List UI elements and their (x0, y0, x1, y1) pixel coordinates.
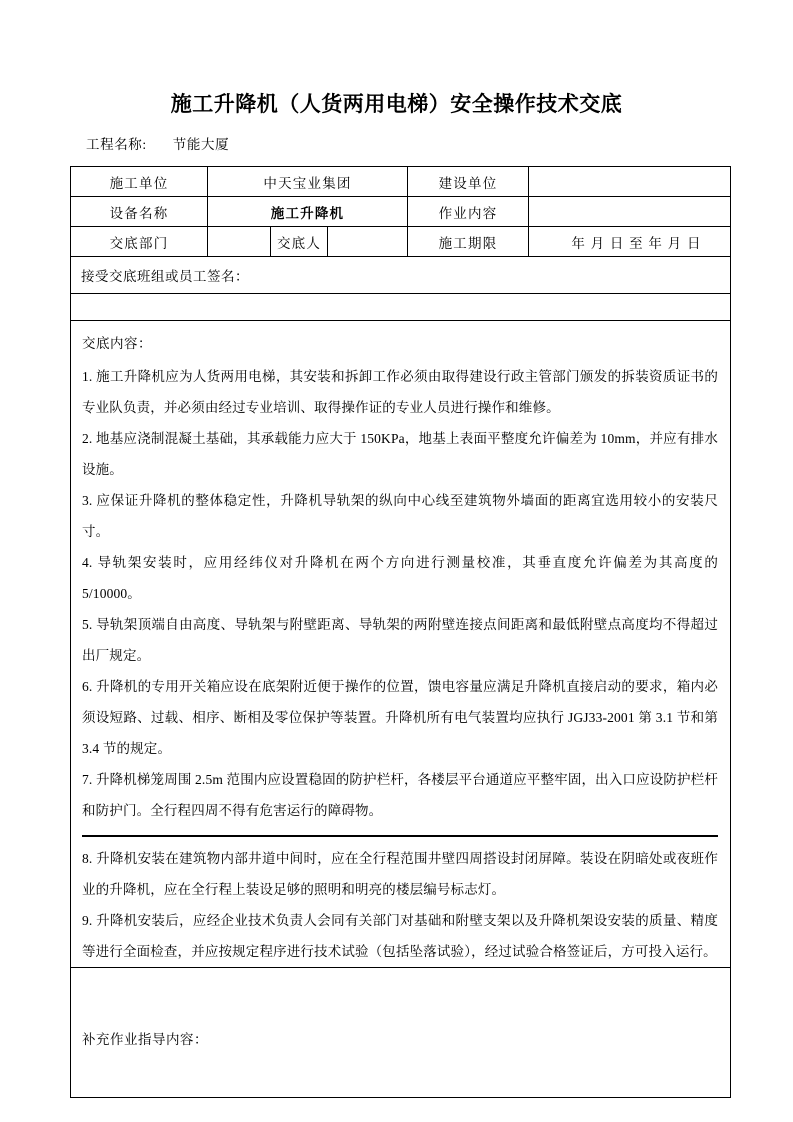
content-item-5: 5. 导轨架顶端自由高度、导轨架与附壁距离、导轨架的两附壁连接点间距离和最低附壁点高度均不得超过出厂规定。 (82, 617, 718, 663)
work-content-value[interactable] (529, 197, 731, 227)
table-row-signature-label (71, 257, 731, 294)
equipment-name-label: 设备名称 (71, 197, 208, 227)
content-item-9: 9. 升降机安装后，应经企业技术负责人会同有关部门对基础和附壁支架以及升降机架设安装的质量、精度等进行全面检查，并应按规定程序进行技术试验（包括坠落试验），经过试验合格签证后，方可投入运行。 (82, 913, 718, 959)
signature-label: 接受交底班组或员工签名： (71, 257, 731, 294)
content-item-2: 2. 地基应浇制混凝土基础，其承载能力应大于 150KPa，地基上表面平整度允许偏差为 10mm，并应有排水设施。 (82, 431, 718, 477)
table-row-equipment-name (71, 197, 731, 227)
work-content-label: 作业内容 (408, 197, 529, 227)
briefing-department-label: 交底部门 (71, 227, 208, 257)
construction-unit-value[interactable]: 中天宝业集团 (208, 167, 408, 197)
table-row-content (71, 321, 731, 968)
building-unit-value[interactable] (529, 167, 731, 197)
construction-unit-label: 施工单位 (71, 167, 208, 197)
construction-period-value[interactable]: 年 月 日 至 年 月 日 (529, 227, 731, 257)
equipment-name-value[interactable]: 施工升降机 (208, 197, 408, 227)
content-item-6: 6. 升降机的专用开关箱应设在底架附近便于操作的位置，馈电容量应满足升降机直接启动的要求，箱内必须设短路、过载、相序、断相及零位保护等装置。升降机所有电气装置均应执行 JGJ33-2001 第 3.1 节和第 3.4 节的规定。 (82, 679, 718, 756)
project-name-line (86, 133, 229, 153)
construction-period-label: 施工期限 (408, 227, 529, 257)
content-heading: 交底内容： (82, 336, 152, 351)
content-body (71, 321, 730, 967)
交底-form-table (70, 166, 731, 1098)
content-item-1: 1. 施工升降机应为人货两用电梯，其安装和拆卸工作必须由取得建设行政主管部门颁发的拆装资质证书的专业队负责，并必须由经过专业培训、取得操作证的专业人员进行操作和维修。 (82, 369, 718, 415)
briefing-person-value[interactable] (328, 227, 408, 257)
table-row-supplementary (71, 968, 731, 1098)
table-row-signature-area (71, 294, 731, 321)
content-item-3: 3. 应保证升降机的整体稳定性，升降机导轨架的纵向中心线至建筑物外墙面的距离宜选用较小的安装尺寸。 (82, 493, 718, 539)
content-cell (71, 321, 731, 968)
content-item-4: 4. 导轨架安装时，应用经纬仪对升降机在两个方向进行测量校准，其垂直度允许偏差为其高度的 5/10000。 (82, 555, 718, 601)
signature-value[interactable] (71, 294, 731, 321)
page-title: 施工升降机（人货两用电梯）安全操作技术交底 (170, 93, 623, 116)
section-divider (82, 835, 718, 837)
project-name-label: 工程名称: (86, 137, 147, 152)
supplementary-cell[interactable] (71, 968, 731, 1098)
briefing-person-label: 交底人 (271, 227, 328, 257)
project-name-value: 节能大厦 (172, 137, 230, 152)
table-row-construction-unit (71, 167, 731, 197)
building-unit-label: 建设单位 (408, 167, 529, 197)
briefing-department-value[interactable] (208, 227, 271, 257)
content-item-7: 7. 升降机梯笼周围 2.5m 范围内应设置稳固的防护栏杆，各楼层平台通道应平整牢固，出入口应设防护栏杆和防护门。全行程四周不得有危害运行的障碍物。 (82, 772, 718, 818)
content-item-8: 8. 升降机安装在建筑物内部井道中间时，应在全行程范围井壁四周搭设封闭屏障。装设在阴暗处或夜班作业的升降机，应在全行程上装设足够的照明和明亮的楼层编号标志灯。 (82, 851, 718, 897)
supplementary-heading: 补充作业指导内容： (82, 1032, 208, 1047)
table-row-department-person-period (71, 227, 731, 257)
